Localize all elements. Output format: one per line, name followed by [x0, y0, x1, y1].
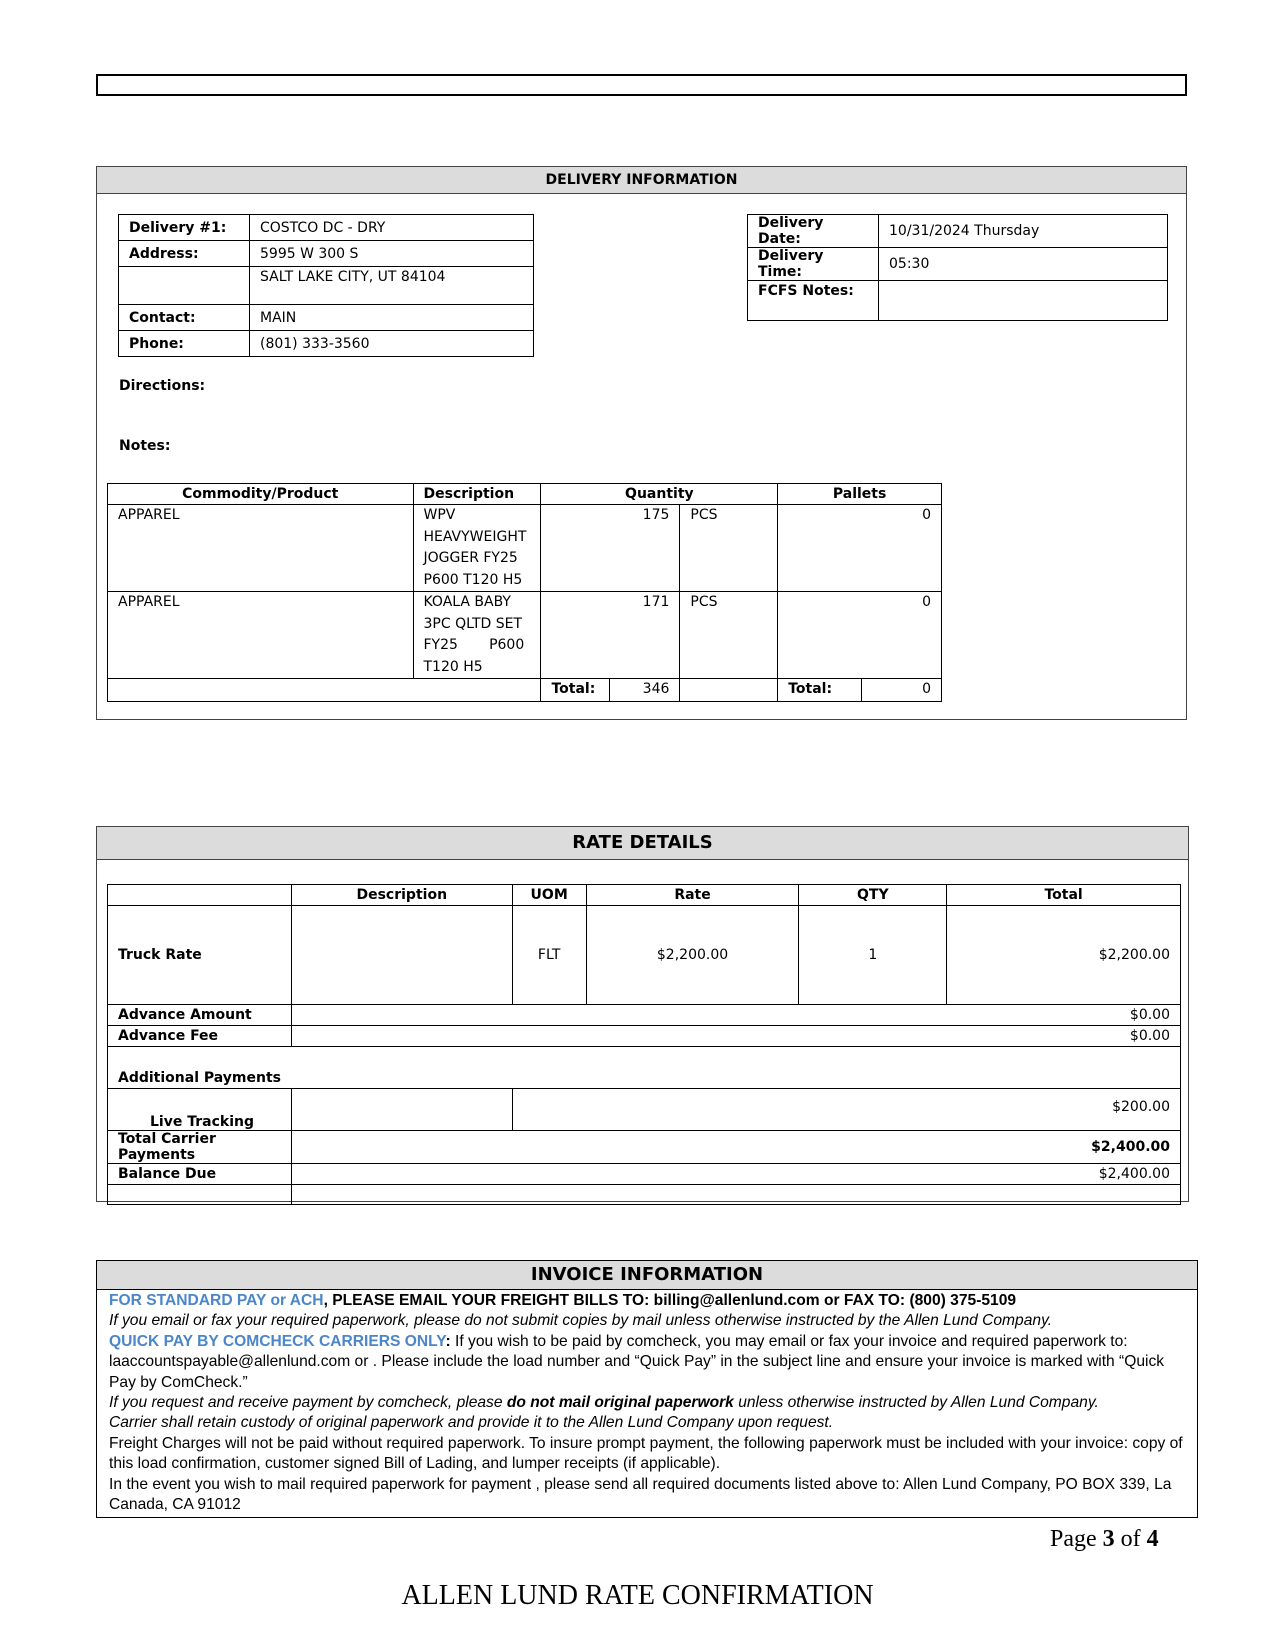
rate-uom-header: UOM [512, 885, 586, 906]
live-tracking-label: Live Tracking [108, 1089, 292, 1131]
rate-qty-header: QTY [799, 885, 947, 906]
truck-rate-uom: FLT [512, 906, 586, 1005]
invoice-instructions [109, 1291, 1187, 1515]
delivery-information-section [96, 166, 1187, 720]
notes-label: Notes: [119, 438, 171, 454]
quantity-total-label: Total: [541, 679, 610, 702]
quantity-header: Quantity [541, 484, 778, 505]
commodity-row [108, 505, 942, 592]
rate-rate-header: Rate [586, 885, 799, 906]
quick-pay-paragraph: QUICK PAY BY COMCHECK CARRIERS ONLY: If you wish to be paid by comcheck, you may email or fax your invoice and required paperwork to: laaccountspayable@allenlund.com or . Please include the load number and “Quick Pay” in the subject line and ensure your invoice is marked with “Quick Pay by ComCheck.” [109, 1332, 1165, 1391]
balance-due-value: $2,400.00 [291, 1164, 1180, 1185]
directions-label: Directions: [119, 378, 206, 394]
rate-section-heading: RATE DETAILS [97, 827, 1188, 860]
additional-payments-label: Additional Payments [108, 1047, 1181, 1089]
rate-description-header: Description [291, 885, 512, 906]
total-carrier-payments-value: $2,400.00 [291, 1131, 1180, 1164]
freight-charges-note: Freight Charges will not be paid without required paperwork. To insure prompt payment, the following paperwork must be included with your invoice: copy of this load confirmation, customer signed Bill of Lading, and lumper receipts (if applicable). [109, 1434, 1183, 1473]
truck-rate-total: $2,200.00 [947, 906, 1181, 1005]
delivery-time-label: Delivery Time: [748, 248, 879, 281]
pallets-total-value: 0 [862, 679, 942, 702]
quantity-total-value: 346 [610, 679, 680, 702]
commodity-pallets: 0 [778, 592, 942, 679]
commodity-header: Commodity/Product [108, 484, 414, 505]
commodity-description: KOALA BABY 3PC QLTD SET FY25 P600 T120 H5 [413, 592, 541, 679]
commodity-pallets: 0 [778, 505, 942, 592]
rate-table [107, 884, 1181, 1205]
comcheck-note: If you request and receive payment by comcheck, please do not mail original paperwork unless otherwise instructed by Allen Lund Company. [109, 1394, 1099, 1412]
description-header: Description [413, 484, 541, 505]
email-fax-note: If you email or fax your required paperwork, please do not submit copies by mail unless otherwise instructed by the Allen Lund Company. [109, 1312, 1053, 1330]
delivery-number-value: COSTCO DC - DRY [250, 215, 534, 241]
delivery-location-table [118, 214, 534, 357]
rate-details-section [96, 826, 1189, 1202]
commodity-row [108, 592, 942, 679]
total-carrier-payments-label: Total Carrier Payments [108, 1131, 292, 1164]
commodity-table [107, 483, 942, 702]
truck-rate-label: Truck Rate [108, 906, 292, 1005]
header-empty-box [96, 74, 1187, 96]
phone-value: (801) 333-3560 [250, 331, 534, 357]
invoice-information-section [96, 1260, 1198, 1518]
truck-rate-row [108, 906, 1181, 1005]
mail-paperwork-note: In the event you wish to mail required paperwork for payment , please send all required documents listed above to: Allen Lund Company, PO BOX 339, La Canada, CA 91012 [109, 1475, 1172, 1514]
custody-note: Carrier shall retain custody of original paperwork and provide it to the Allen Lund Company upon request. [109, 1414, 834, 1432]
advance-amount-value: $0.00 [291, 1005, 1180, 1026]
advance-fee-label: Advance Fee [108, 1026, 292, 1047]
advance-amount-label: Advance Amount [108, 1005, 292, 1026]
truck-rate-rate: $2,200.00 [586, 906, 799, 1005]
fcfs-notes-value [879, 281, 1168, 321]
standard-pay-line: FOR STANDARD PAY or ACH, PLEASE EMAIL YOUR FREIGHT BILLS TO: billing@allenlund.com or FAX TO: (800) 375-5109 [109, 1292, 1017, 1309]
delivery-schedule-table [747, 214, 1168, 321]
address-line2: SALT LAKE CITY, UT 84104 [250, 267, 534, 305]
commodity-total-row [108, 679, 942, 702]
pallets-header: Pallets [778, 484, 942, 505]
invoice-section-heading: INVOICE INFORMATION [97, 1261, 1197, 1290]
delivery-date-label: Delivery Date: [748, 215, 879, 248]
commodity-quantity: 171 [541, 592, 680, 679]
pallets-total-label: Total: [778, 679, 862, 702]
live-tracking-value: $200.00 [512, 1089, 1180, 1131]
commodity-name: APPAREL [108, 592, 414, 679]
page-number: Page 3 of 4 [1050, 1526, 1159, 1552]
fcfs-notes-label: FCFS Notes: [748, 281, 879, 321]
advance-fee-value: $0.00 [291, 1026, 1180, 1047]
contact-value: MAIN [250, 305, 534, 331]
phone-label: Phone: [119, 331, 250, 357]
truck-rate-description [291, 906, 512, 1005]
contact-label: Contact: [119, 305, 250, 331]
delivery-date-value: 10/31/2024 Thursday [879, 215, 1168, 248]
rate-total-header: Total [947, 885, 1181, 906]
commodity-quantity: 175 [541, 505, 680, 592]
truck-rate-qty: 1 [799, 906, 947, 1005]
commodity-description: WPV HEAVYWEIGHT JOGGER FY25 P600 T120 H5 [413, 505, 541, 592]
commodity-unit: PCS [680, 592, 778, 679]
balance-due-label: Balance Due [108, 1164, 292, 1185]
delivery-number-label: Delivery #1: [119, 215, 250, 241]
address-line1: 5995 W 300 S [250, 241, 534, 267]
delivery-section-heading: DELIVERY INFORMATION [97, 167, 1186, 194]
commodity-name: APPAREL [108, 505, 414, 592]
address-label: Address: [119, 241, 250, 267]
commodity-unit: PCS [680, 505, 778, 592]
delivery-time-value: 05:30 [879, 248, 1168, 281]
document-footer-title: ALLEN LUND RATE CONFIRMATION [401, 1580, 874, 1611]
